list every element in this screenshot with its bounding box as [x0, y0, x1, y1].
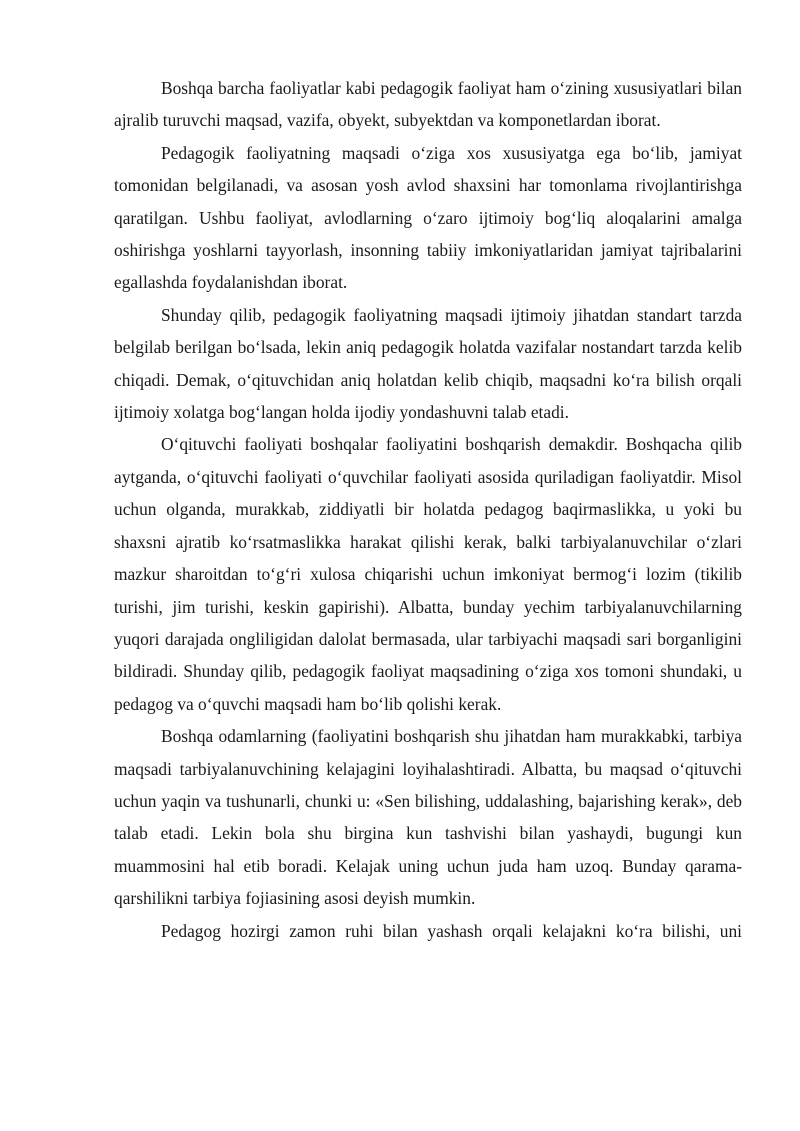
paragraph-3: Shunday qilib, pedagogik faoliyatning maqsadi ijtimoiy jihatdan standart tarzda belgilab berilgan bo‘lsada, lekin aniq pedagogik holatda vazifalar nostandart tarzda kelib chiqadi. Demak, o‘qituvchidan aniq holatdan kelib chiqib, maqsadni ko‘ra bilish orqali ijtimoiy xolatga bog‘langan holda ijodiy yondashuvni talab etadi.: [114, 304, 742, 423]
paragraph-6: Pedagog hozirgi zamon ruhi bilan yashash orqali kelajakni ko‘ra bilishi, uni: [161, 920, 742, 941]
paragraph-2: Pedagogik faoliyatning maqsadi o‘ziga xos xususiyatga ega bo‘lib, jamiyat tomonidan belgilanadi, va asosan yosh avlod shaxsini har tomonlama rivojlantirishga qaratilgan. Ushbu faoliyat, avlodlarning o‘zaro ijtimoiy bog‘liq aloqalarini amalga oshirishga yoshlarni tayyorlash, insonning tabiiy imkoniyatlaridan jamiyat tajribalarini egallashda foydalanishdan iborat.: [114, 142, 742, 293]
paragraph-5: Boshqa odamlarning (faoliyatini boshqarish shu jihatdan ham murakkabki, tarbiya maqsadi tarbiyalanuvchining kelajagini loyihalashtiradi. Albatta, bu maqsad o‘qituvchi uchun yaqin va tushunarli, chunki u: «Sen bilishing, uddalashing, bajarishing kerak», deb talab etadi. Lekin bola shu birgina kun tashvishi bilan yashaydi, bugungi kun muammosini hal etib boradi. Kelajak uning uchun juda ham uzoq. Bunday qarama-qarshilikni tarbiya fojiasining asosi deyish mumkin.: [114, 726, 742, 909]
document-page: [114, 72, 742, 947]
paragraph-4: O‘qituvchi faoliyati boshqalar faoliyatini boshqarish demakdir. Boshqacha qilib aytganda, o‘qituvchi faoliyati o‘quvchilar faoliyati asosida quriladigan faoliyatdir. Misol uchun olganda, murakkab, ziddiyatli bir holatda pedagog baqirmaslikka, u yoki bu shaxsni ajratib ko‘rsatmaslikka harakat qilishi kerak, balki tarbiyalanuvchilar o‘zlari mazkur sharoitdan to‘g‘ri xulosa chiqarishi uchun imkoniyat bermog‘i lozim (tikilib turishi, jim turishi, keskin gapirishi). Albatta, bunday yechim tarbiyalanuvchilarning yuqori darajada ongliligidan dalolat bermasada, ular tarbiyachi maqsadi sari borganligini bildiradi. Shunday qilib, pedagogik faoliyat maqsadining o‘ziga xos tomoni shundaki, u pedagog va o‘quvchi maqsadi ham bo‘lib qolishi kerak.: [114, 434, 742, 714]
paragraph-1: Boshqa barcha faoliyatlar kabi pedagogik faoliyat ham o‘zining xususiyatlari bilan ajralib turuvchi maqsad, vazifa, obyekt, subyektdan va komponetlardan iborat.: [114, 78, 742, 131]
